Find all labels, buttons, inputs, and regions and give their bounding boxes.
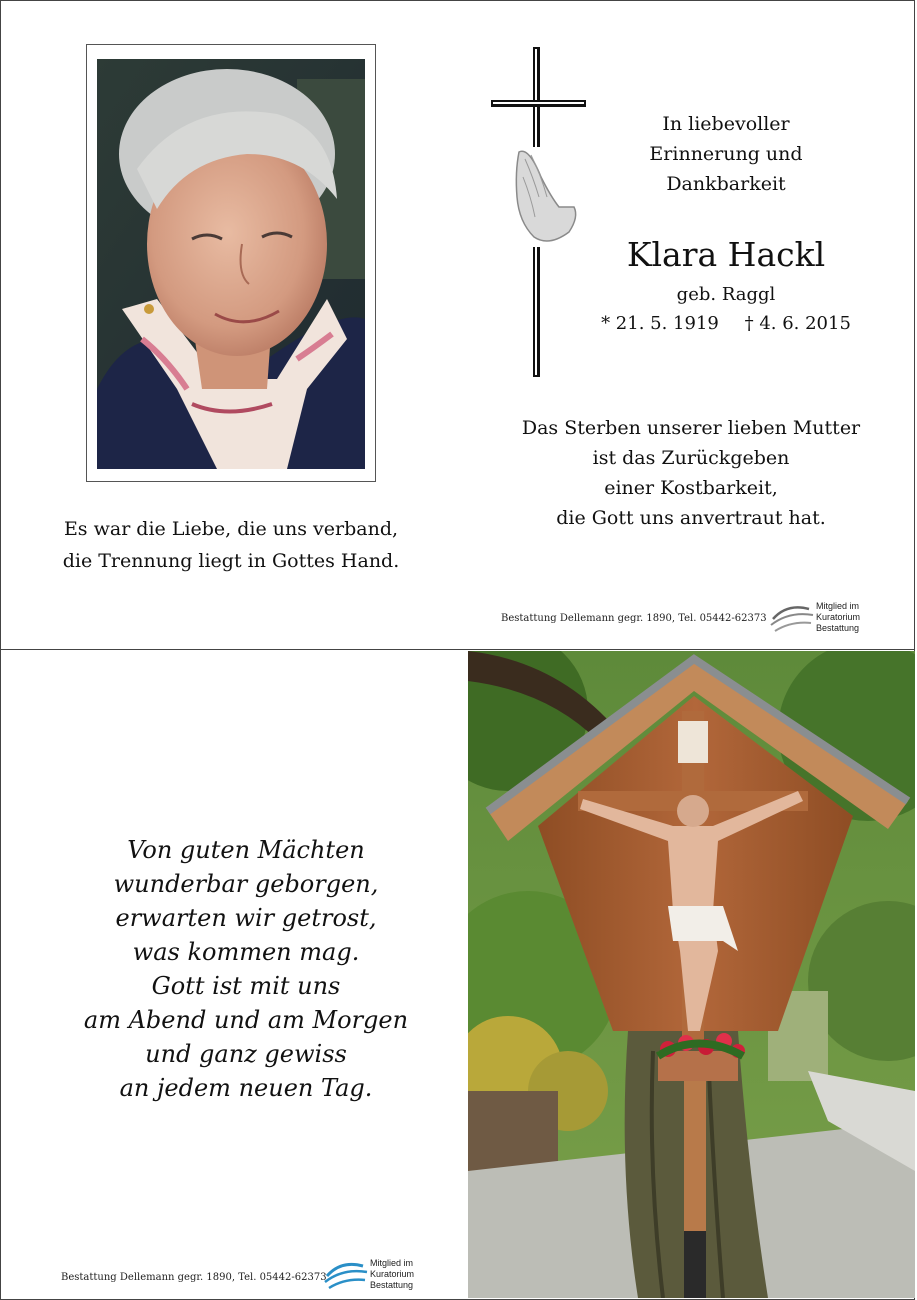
poem-line: am Abend und am Morgen — [83, 1006, 409, 1034]
portrait-photo — [97, 59, 365, 469]
birth-date: * 21. 5. 1919 — [601, 313, 719, 334]
poem-line: wunderbar geborgen, — [113, 870, 379, 898]
front-page — [0, 0, 915, 650]
poem-line: und ganz gewiss — [145, 1040, 347, 1068]
funeral-home-footer: Bestattung Dellemann gegr. 1890, Tel. 05442-62373 — [501, 613, 767, 624]
crucifix-photo — [468, 651, 915, 1298]
maiden-name: geb. Raggl — [676, 284, 776, 305]
heading-line: Dankbarkeit — [666, 173, 786, 195]
right-verse-line: Das Sterben unserer lieben Mutter — [521, 417, 861, 439]
right-verse-line: ist das Zurückgeben — [592, 447, 790, 469]
poem-line: an jedem neuen Tag. — [119, 1074, 373, 1102]
poem-line: was kommen mag. — [132, 938, 360, 966]
member-logo — [769, 599, 899, 639]
member-text — [370, 1258, 453, 1291]
portrait-frame — [86, 44, 376, 482]
left-verse-line: Es war die Liebe, die uns verband, — [63, 518, 399, 540]
heading-line: In liebevoller — [662, 113, 790, 135]
right-verse-line: einer Kostbarkeit, — [604, 477, 778, 499]
funeral-home-footer: Bestattung Dellemann gegr. 1890, Tel. 05442-62373 — [61, 1272, 327, 1283]
member-line: Kuratorium Bestattung — [816, 612, 861, 633]
death-date: † 4. 6. 2015 — [744, 313, 851, 334]
right-verse — [481, 413, 901, 533]
member-line: Mitglied im — [370, 1258, 414, 1268]
heading-line: Erinnerung und — [649, 143, 803, 165]
deceased-name: Klara Hackl — [626, 235, 826, 274]
member-line: Mitglied im — [816, 601, 860, 611]
poem-line: erwarten wir getrost, — [115, 904, 377, 932]
life-dates — [581, 310, 871, 338]
cross-with-praying-hands-icon — [489, 47, 589, 377]
left-verse-line: die Trennung liegt in Gottes Hand. — [62, 550, 400, 572]
swirl-logo-icon — [769, 599, 815, 635]
member-text — [816, 601, 899, 634]
swirl-logo-icon — [323, 1256, 369, 1292]
member-logo — [323, 1256, 453, 1296]
poem-line: Gott ist mit uns — [151, 972, 341, 1000]
poem-line: Von guten Mächten — [127, 836, 365, 864]
poem — [41, 833, 451, 1105]
member-line: Kuratorium Bestattung — [370, 1269, 415, 1290]
left-verse — [31, 513, 431, 577]
memorial-heading — [601, 109, 851, 199]
right-verse-line: die Gott uns anvertraut hat. — [556, 507, 826, 529]
